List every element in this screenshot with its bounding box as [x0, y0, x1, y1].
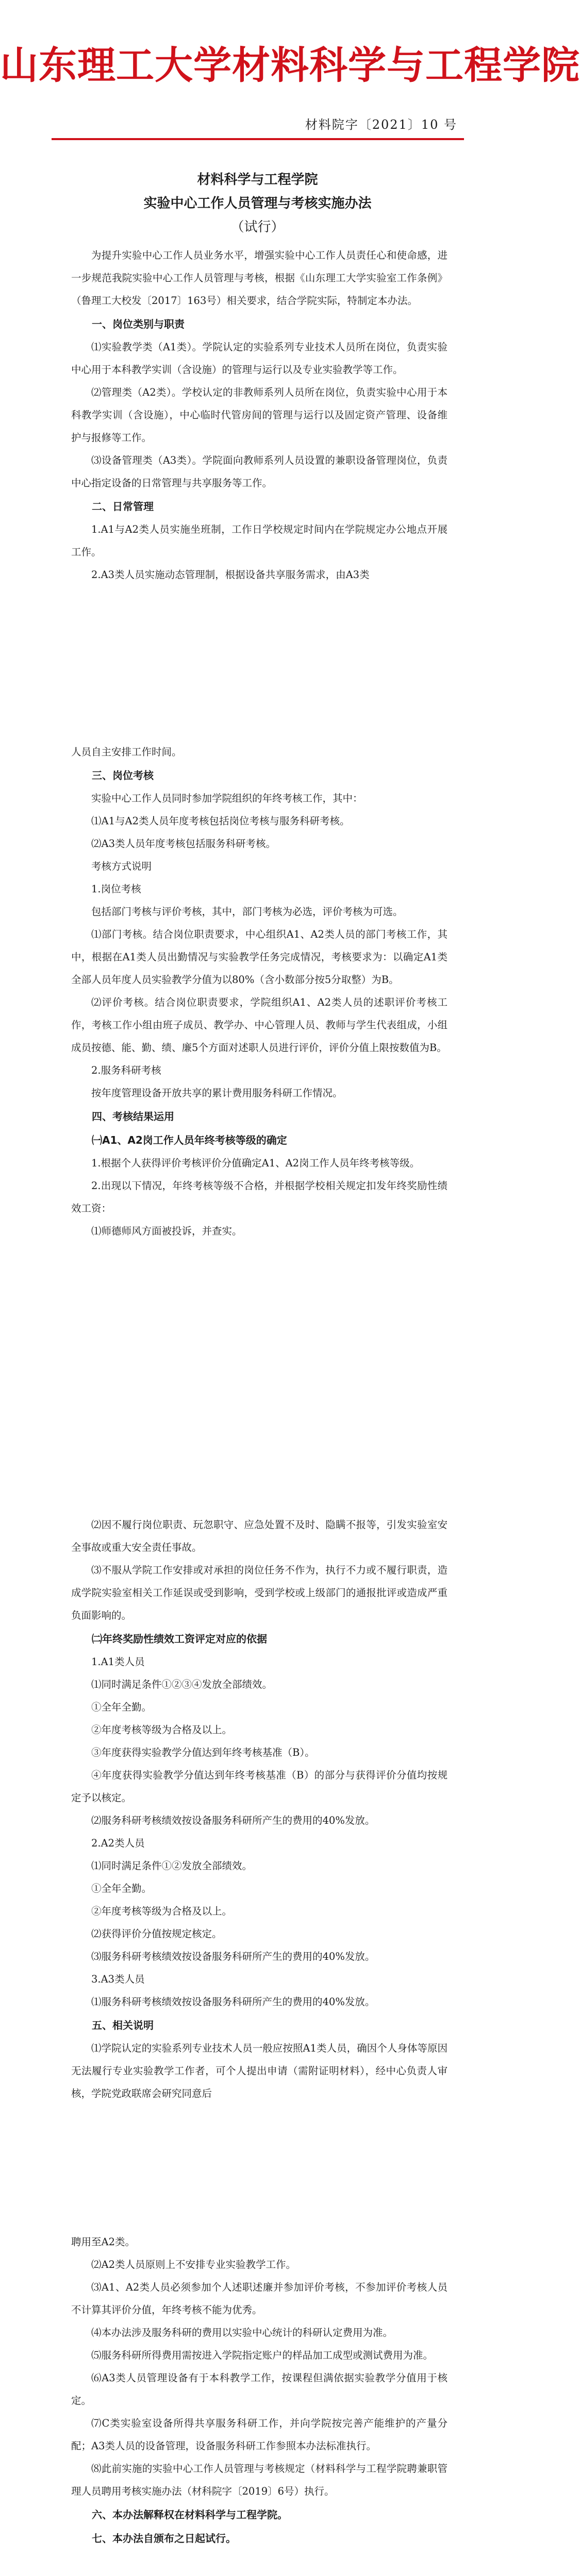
body-paragraph: 包括部门考核与评价考核，其中，部门考核为必选，评价考核为可选。: [91, 906, 403, 918]
body-paragraph: 2.服务科研考核: [91, 1064, 161, 1076]
body-section-3: [71, 1514, 448, 2105]
body-paragraph: ⑵获得评价分值按规定核定。: [91, 1928, 222, 1940]
body-paragraph: ⑻此前实施的实验中心工作人员管理与考核规定（材料科学与工程学院聘兼职管理人员聘用考核实施办法（材科院字〔2019〕6号）执行。: [71, 2463, 448, 2497]
body-section-1: [71, 244, 448, 586]
body-paragraph: 考核方式说明: [91, 860, 152, 872]
body-paragraph: 1.根据个人获得评价考核评价分值确定A1、A2岗工作人员年终考核等级。: [91, 1157, 420, 1169]
section-heading: 六、本办法解释权在材料科学与工程学院。: [92, 2509, 288, 2521]
body-paragraph: 1.A1与A2类人员实施坐班制，工作日学校规定时间内在学院规定办公地点开展工作。: [71, 523, 448, 558]
body-paragraph: ⑴同时满足条件①②发放全部绩效。: [91, 1860, 253, 1872]
body-paragraph: ⑶服务科研考核绩效按设备服务科研所产生的费用的40%发放。: [91, 1951, 375, 1962]
body-paragraph: 2.A3类人员实施动态管理制，根据设备共享服务需求，由A3类: [91, 569, 370, 581]
body-paragraph: ⑴服务科研考核绩效按设备服务科研所产生的费用的40%发放。: [91, 1996, 375, 2008]
section-heading: 五、相关说明: [92, 2019, 154, 2031]
title-line-1: 材料科学与工程学院: [197, 172, 318, 188]
section-heading: 四、考核结果运用: [92, 1110, 174, 1123]
body-paragraph: ⑴师德师风方面被投诉，并查实。: [91, 1225, 242, 1237]
body-paragraph: ⑴学院认定的实验系列专业技术人员一般应按照A1类人员，确因个人身体等原因无法履行专业实验教学工作者，可个人提出申请（需附证明材料），经中心负责人审核，学院党政联席会研究同意后: [71, 2042, 448, 2099]
section-heading: 七、本办法自颁布之日起试行。: [92, 2532, 236, 2545]
body-paragraph: ⑴同时满足条件①②③④发放全部绩效。: [91, 1679, 273, 1690]
body-paragraph: ⑴实验教学类（A1类）。学院认定的实验系列专业技术人员所在岗位，负责实验中心用于本科教学实训（含设施）的管理与运行以及专业实验教学等工作。: [71, 341, 448, 376]
body-paragraph: ⑵A3类人员年度考核包括服务科研考核。: [91, 838, 276, 850]
document-number: 材料院字〔2021〕10 号: [305, 117, 457, 132]
body-paragraph: 1.A1类人员: [91, 1656, 145, 1668]
body-paragraph: 按年度管理设备开放共享的累计费用服务科研工作情况。: [91, 1087, 343, 1099]
body-paragraph: ⑴A1与A2类人员年度考核包括岗位考核与服务科研考核。: [91, 815, 350, 827]
body-paragraph: 为提升实验中心工作人员业务水平，增强实验中心工作人员责任心和使命感，进一步规范我院实验中心工作人员管理与考核，根据《山东理工大学实验室工作条例》（鲁理工大校发〔2017〕163号）相关要求，结合学院实际，特制定本办法。: [71, 249, 448, 307]
body-paragraph: ①全年全勤。: [91, 1701, 152, 1713]
body-paragraph: 实验中心工作人员同时参加学院组织的年终考核工作，其中：: [91, 792, 363, 804]
body-paragraph: 人员自主安排工作时间。: [71, 746, 182, 758]
body-paragraph: ⑵管理类（A2类）。学校认定的非教师系列人员所在岗位，负责实验中心用于本科教学实训（含设施），中心临时代管房间的管理与运行以及固定资产管理、设备维护与报修等工作。: [71, 386, 448, 444]
body-paragraph: ②年度考核等级为合格及以上。: [91, 1724, 233, 1736]
title-line-2: 实验中心工作人员管理与考核实施办法: [143, 196, 372, 211]
section-heading: 三、岗位考核: [92, 769, 154, 782]
body-paragraph: 2.A2类人员: [91, 1837, 145, 1849]
body-section-4: [71, 2231, 448, 2550]
body-paragraph: ⑵评价考核。结合岗位职责要求，学院组织A1、A2类人员的述职评价考核工作，考核工作小组由班子成员、教学办、中心管理人员、教师与学生代表组成，小组成员按德、能、勤、绩、廉5个方面对述职人员进行评价，评价分值上限按数值为B。: [71, 996, 448, 1054]
body-paragraph: ③年度获得实验教学分值达到年终考核基准（B）。: [91, 1747, 315, 1758]
body-paragraph: ⑶设备管理类（A3类）。学院面向教师系列人员设置的兼职设备管理岗位，负责中心指定设备的日常管理与共享服务等工作。: [71, 454, 448, 489]
red-divider-line: [52, 138, 464, 140]
body-paragraph: 2.出现以下情况，年终考核等级不合格，并根据学校相关规定扣发年终奖励性绩效工资：: [71, 1180, 448, 1214]
body-paragraph: 3.A3类人员: [91, 1973, 145, 1985]
body-paragraph: ⑹A3类人员管理设备有于本科教学工作，按课程但满依据实验教学分值用于核定。: [71, 2372, 448, 2406]
title-line-3: （试行）: [230, 219, 285, 235]
document-title: [0, 168, 515, 239]
body-paragraph: ②年度考核等级为合格及以上。: [91, 1905, 233, 1917]
body-paragraph: ⑶不服从学院工作安排或对承担的岗位任务不作为，执行不力或不履行职责，造成学院实验室相关工作延误或受到影响，受到学校或上级部门的通报批评或造成严重负面影响的。: [71, 1564, 448, 1621]
body-section-2: [71, 741, 448, 1243]
body-paragraph: ⑵因不履行岗位职责、玩忽职守、应急处置不及时、隐瞒不报等，引发实验室安全事故或重大安全责任事故。: [71, 1519, 448, 1553]
body-paragraph: ⑴部门考核。结合岗位职责要求，中心组织A1、A2类人员的部门考核工作，其中，根据在A1类人员出勤情况与实验教学任务完成情况，考核要求为：以确定A1类全部人员年度人员实验教学分值为以80%（含小数部分按5分取整）为B。: [71, 928, 448, 986]
body-paragraph: ④年度获得实验教学分值达到年终考核基准（B）的部分与获得评价分值均按规定予以核定。: [71, 1769, 448, 1804]
section-heading: ㈡年终奖励性绩效工资评定对应的依据: [92, 1633, 267, 1645]
body-paragraph: 聘用至A2类。: [71, 2236, 135, 2248]
section-heading: 一、岗位类别与职责: [92, 318, 185, 330]
body-paragraph: ⑸服务科研所得费用需按进入学院指定账户的样品加工成型或测试费用为准。: [91, 2349, 434, 2361]
section-heading: ㈠A1、A2岗工作人员年终考核等级的确定: [92, 1134, 287, 1146]
masthead-title: 山东理工大学材料科学与工程学院: [0, 43, 580, 88]
body-paragraph: ⑺C类实验室设备所得共享服务科研工作，并向学院按完善产能维护的产量分配；A3类人员的设备管理，设备服务科研工作参照本办法标准执行。: [71, 2417, 448, 2452]
body-paragraph: ⑵A2类人员原则上不安排专业实验教学工作。: [91, 2259, 296, 2270]
body-paragraph: ⑷本办法涉及服务科研的费用以实验中心统计的科研认定费用为准。: [91, 2327, 393, 2338]
body-paragraph: ⑵服务科研考核绩效按设备服务科研所产生的费用的40%发放。: [91, 1815, 375, 1826]
body-paragraph: 1.岗位考核: [91, 883, 141, 895]
section-heading: 二、日常管理: [92, 500, 154, 513]
body-paragraph: ①全年全勤。: [91, 1883, 152, 1894]
body-paragraph: ⑶A1、A2类人员必须参加个人述职述廉并参加评价考核，不参加评价考核人员不计算其评价分值，年终考核不能为优秀。: [71, 2281, 448, 2316]
